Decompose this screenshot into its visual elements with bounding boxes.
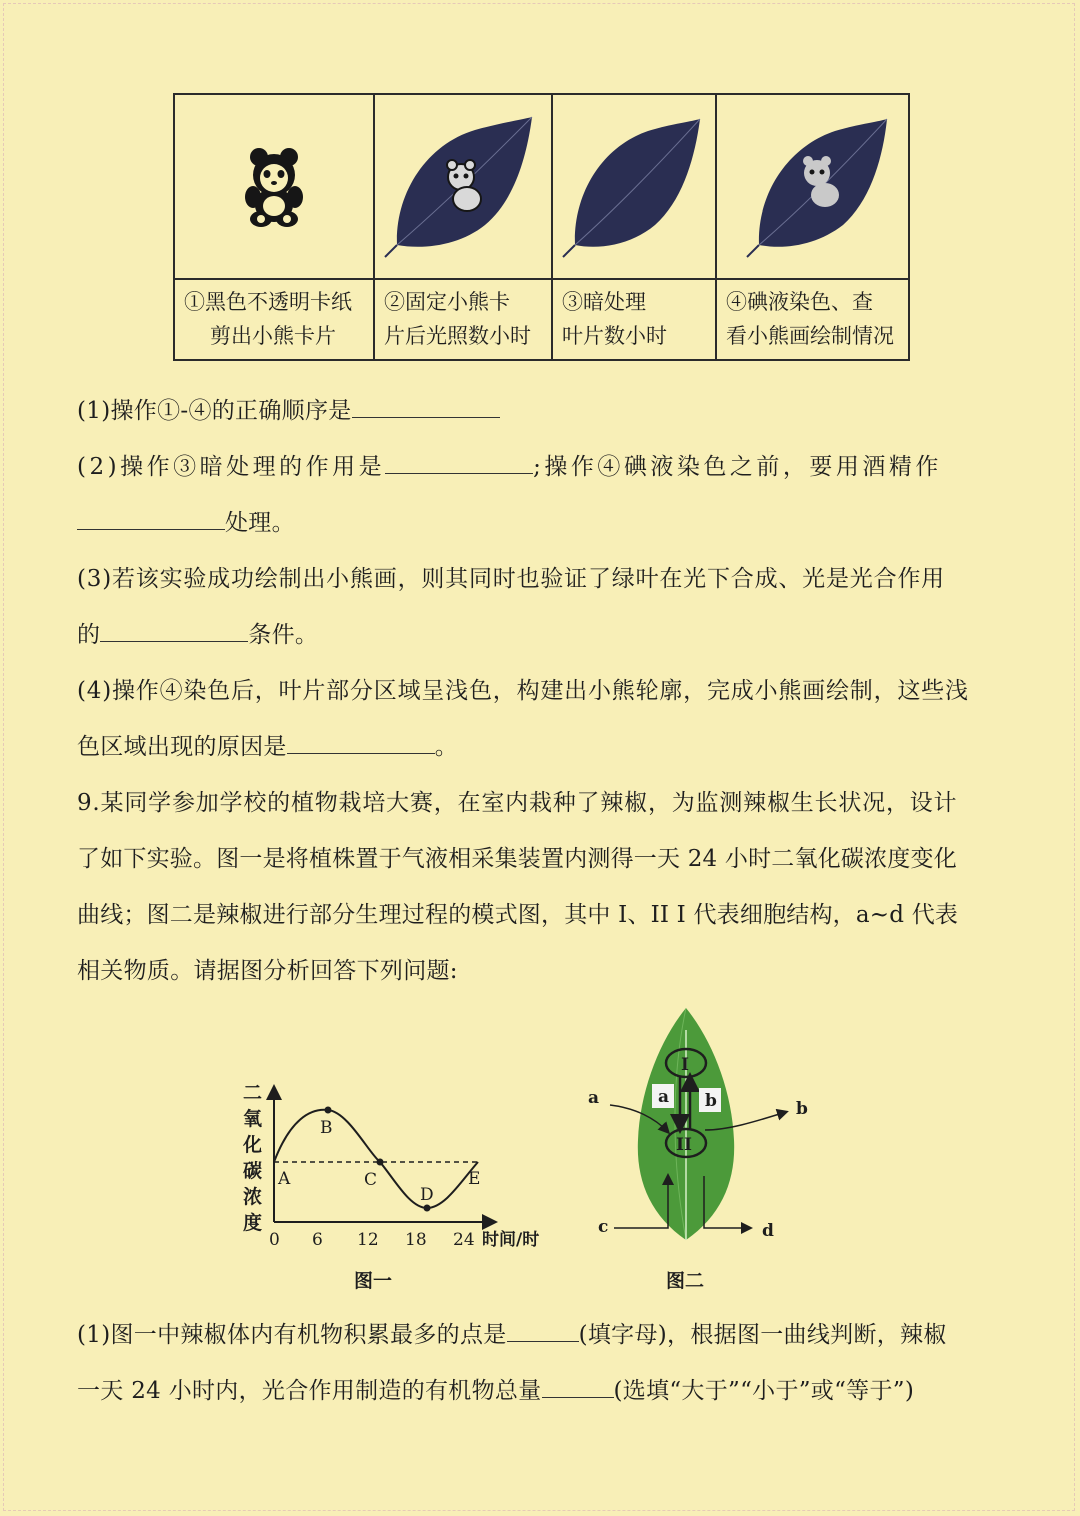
q9-part1: (1)图一中辣椒体内有机物积累最多的点是 (填字母)，根据图一曲线判断，辣椒 [77, 1322, 947, 1348]
q9-part1-cont: 一天 24 小时内，光合作用制造的有机物总量 (选填“大于”“小于”或“等于”) [77, 1378, 915, 1404]
q9-line3: 曲线；图二是辣椒进行部分生理过程的模式图，其中 I、II I 代表细胞结构，a~d 代表 [77, 902, 959, 928]
tick-label-12: 12 [357, 1230, 379, 1250]
leaf-with-card-image [375, 95, 551, 278]
q8-part4-cont: 色区域出现的原因是 。 [77, 734, 459, 760]
structure-label-ii: II [676, 1135, 692, 1155]
answer-blank[interactable] [542, 1379, 614, 1398]
substance-label-b: b [796, 1099, 808, 1119]
substance-label-c: c [598, 1217, 609, 1237]
answer-blank[interactable] [77, 511, 225, 530]
substance-label-b-inner: b [705, 1091, 717, 1111]
answer-blank[interactable] [352, 399, 500, 418]
substance-label-d: d [762, 1221, 774, 1241]
figure-one-caption: 图一 [354, 1270, 393, 1292]
dark-treated-leaf-image [553, 95, 715, 278]
answer-blank[interactable] [385, 455, 533, 474]
caption-step-2: ②固定小熊卡 片后光照数小时 [384, 290, 531, 348]
q8-part3: (3)若该实验成功绘制出小熊画，则其同时也验证了绿叶在光下合成、光是光合作用 [77, 566, 945, 592]
figure-two-leaf-diagram [580, 1000, 820, 1260]
q9-line2: 了如下实验。图一是将植株置于气液相采集装置内测得一天 24 小时二氧化碳浓度变化 [77, 846, 957, 872]
q8-part2: (2)操作③暗处理的作用是 ;操作④碘液染色之前，要用酒精作 [77, 454, 942, 480]
bear-card-image [175, 95, 373, 278]
q8-part1: (1)操作①-④的正确顺序是 [77, 392, 500, 425]
tick-label-24: 24 [453, 1230, 475, 1250]
point-label-a: A [278, 1169, 291, 1189]
point-label-d: D [420, 1185, 434, 1205]
stained-leaf-image [717, 95, 910, 278]
answer-blank[interactable] [100, 623, 248, 642]
caption-step-4: ④碘液染色、查 看小熊画绘制情况 [726, 290, 894, 348]
point-label-c: C [364, 1170, 378, 1190]
structure-label-i: I [681, 1055, 689, 1075]
q8-part2-cont: 处理。 [77, 504, 295, 537]
q9-line1: 9.某同学参加学校的植物栽培大赛，在室内栽种了辣椒，为监测辣椒生长状况，设计 [77, 790, 958, 816]
substance-label-a-inner: a [658, 1087, 670, 1107]
point-label-e: E [468, 1169, 481, 1189]
y-axis-label: 二氧化碳浓度 [243, 1082, 263, 1234]
tick-label-18: 18 [405, 1230, 427, 1250]
point-label-b: B [320, 1118, 333, 1138]
figure-two-caption: 图二 [666, 1270, 705, 1292]
substance-label-a: a [588, 1088, 600, 1108]
q8-part3-cont: 的 条件。 [77, 622, 319, 648]
figure-one-co2-curve [240, 1080, 560, 1260]
q8-part4: (4)操作④染色后，叶片部分区域呈浅色，构建出小熊轮廓，完成小熊画绘制，这些浅 [77, 678, 969, 704]
q9-line4: 相关物质。请据图分析回答下列问题: [77, 958, 458, 984]
tick-label-6: 6 [312, 1230, 323, 1250]
answer-blank[interactable] [507, 1323, 579, 1342]
caption-step-1: ①黑色不透明卡纸 剪出小熊卡片 [184, 290, 352, 348]
answer-blank[interactable] [287, 735, 435, 754]
experiment-table [173, 93, 910, 361]
tick-label-0: 0 [269, 1230, 280, 1250]
x-axis-label: 时间/时 [482, 1230, 540, 1250]
caption-step-3: ③暗处理 叶片数小时 [562, 290, 667, 348]
